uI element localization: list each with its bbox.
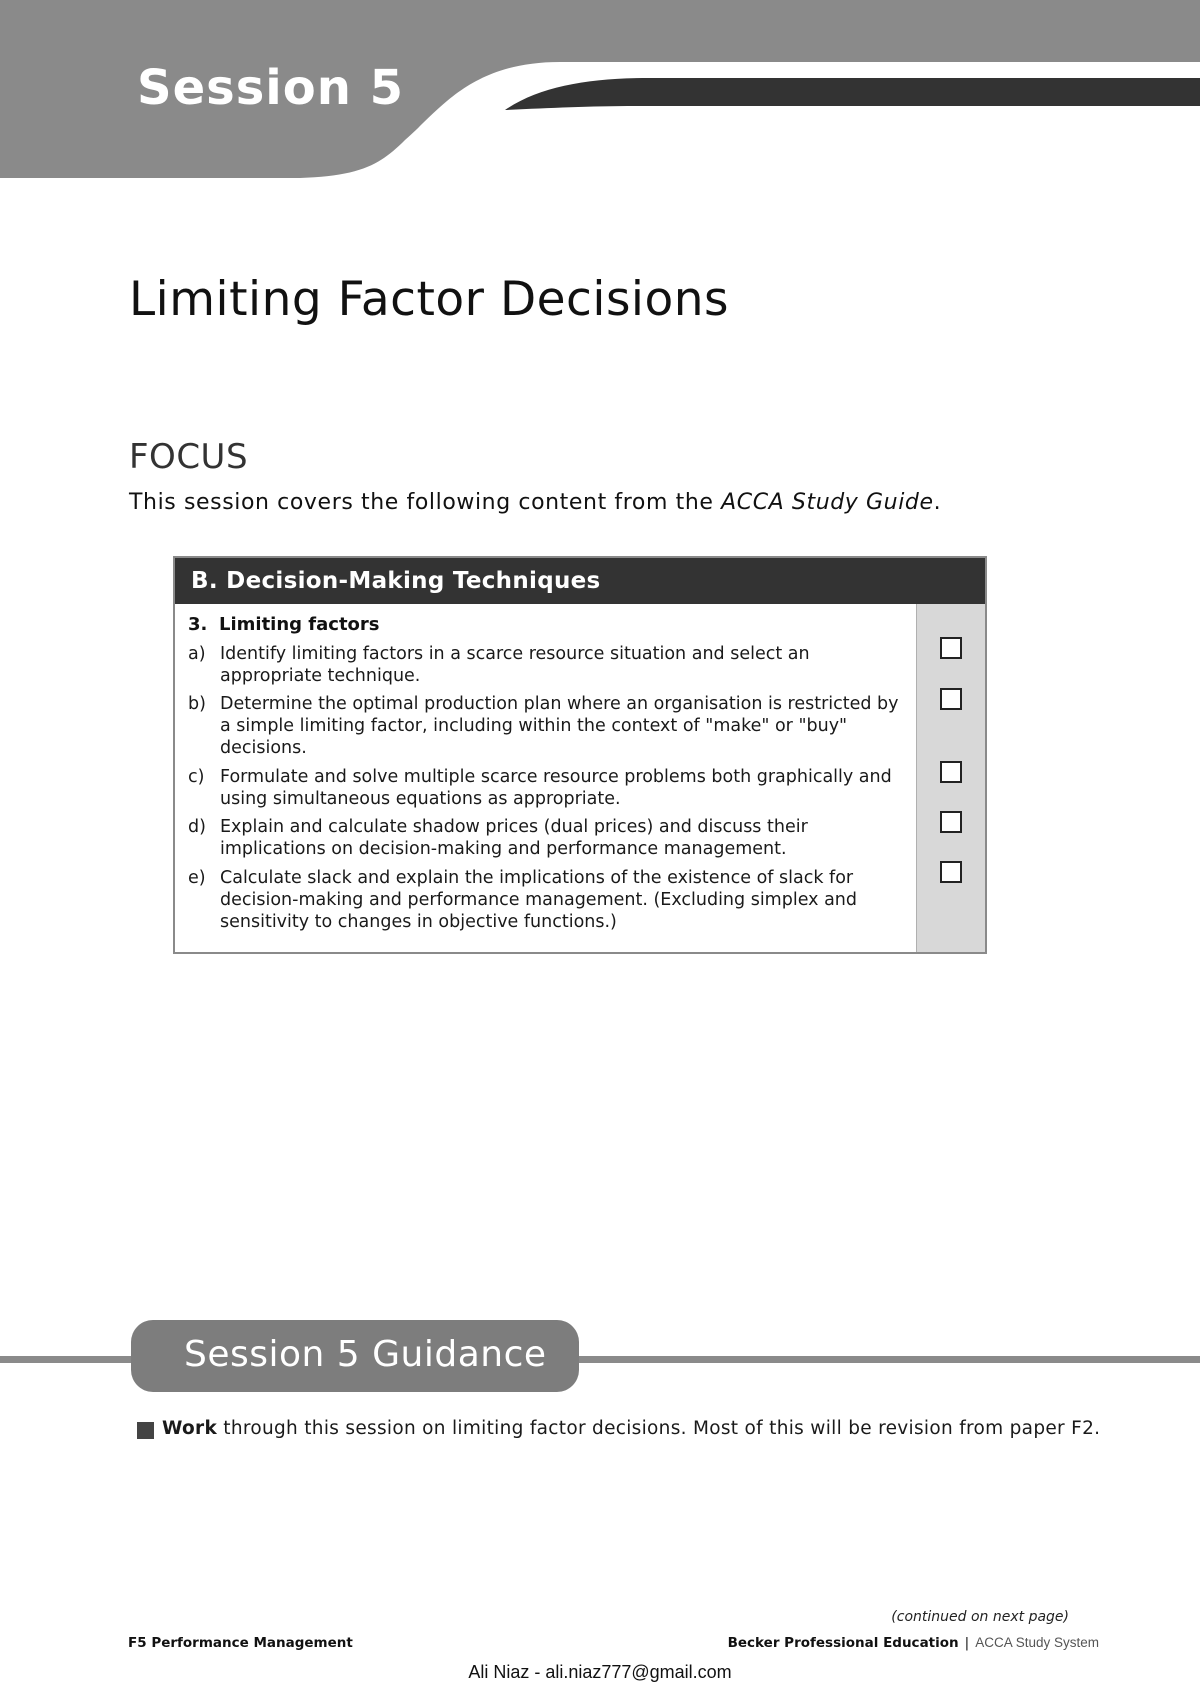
- square-bullet-icon: [137, 1422, 154, 1439]
- item-c-checkbox[interactable]: [940, 761, 962, 783]
- focus-heading: FOCUS: [129, 437, 249, 477]
- item-text: Formulate and solve multiple scarce resource problems both graphically and using simultaneous equations as appropriate.: [220, 767, 892, 809]
- item-letter: d): [188, 817, 206, 837]
- item-letter: b): [188, 694, 206, 714]
- focus-intro-guide: ACCA Study Guide: [721, 490, 934, 515]
- footer-brand: Becker Professional Education: [727, 1635, 959, 1651]
- study-guide-box-header: B. Decision-Making Techniques: [175, 558, 985, 604]
- author-watermark: Ali Niaz - ali.niaz777@gmail.com: [468, 1662, 732, 1682]
- item-d-checkbox[interactable]: [940, 811, 962, 833]
- item-letter: e): [188, 868, 206, 888]
- topic-title: Limiting factors: [219, 614, 380, 635]
- item-text: Calculate slack and explain the implications of the existence of slack for decision-making and performance management. (Excluding simplex and sensitivity to changes in objective functions.): [220, 868, 857, 932]
- guidance-bold: Work: [162, 1418, 218, 1439]
- footer-system: ACCA Study System: [975, 1635, 1099, 1650]
- focus-intro-suffix: .: [933, 490, 942, 515]
- guidance-body: through this session on limiting factor decisions. Most of this will be revision from paper F2.: [217, 1418, 1101, 1439]
- focus-intro: [129, 490, 941, 515]
- guidance-title: Session 5 Guidance: [184, 1334, 547, 1375]
- footer-course: F5 Performance Management: [128, 1635, 353, 1651]
- focus-intro-prefix: This session covers the following content from the: [129, 490, 722, 515]
- item-letter: a): [188, 644, 206, 664]
- item-e-checkbox[interactable]: [940, 861, 962, 883]
- guidance-text: [162, 1418, 1100, 1439]
- item-a-checkbox[interactable]: [940, 637, 962, 659]
- topic-number: 3.: [188, 614, 208, 635]
- footer-publisher: [728, 1635, 1099, 1651]
- item-letter: c): [188, 767, 205, 787]
- item-b-checkbox[interactable]: [940, 688, 962, 710]
- item-text: Determine the optimal production plan where an organisation is restricted by a simple limiting factor, including within the context of "make" or "buy" decisions.: [220, 694, 899, 758]
- item-text: Identify limiting factors in a scarce resource situation and select an appropriate technique.: [220, 644, 810, 686]
- continued-note: (continued on next page): [891, 1609, 1069, 1625]
- item-text: Explain and calculate shadow prices (dual prices) and discuss their implications on decision-making and performance management.: [220, 817, 808, 859]
- footer-separator: |: [964, 1635, 970, 1651]
- session-label: Session 5: [137, 60, 404, 116]
- page-title: Limiting Factor Decisions: [129, 272, 730, 327]
